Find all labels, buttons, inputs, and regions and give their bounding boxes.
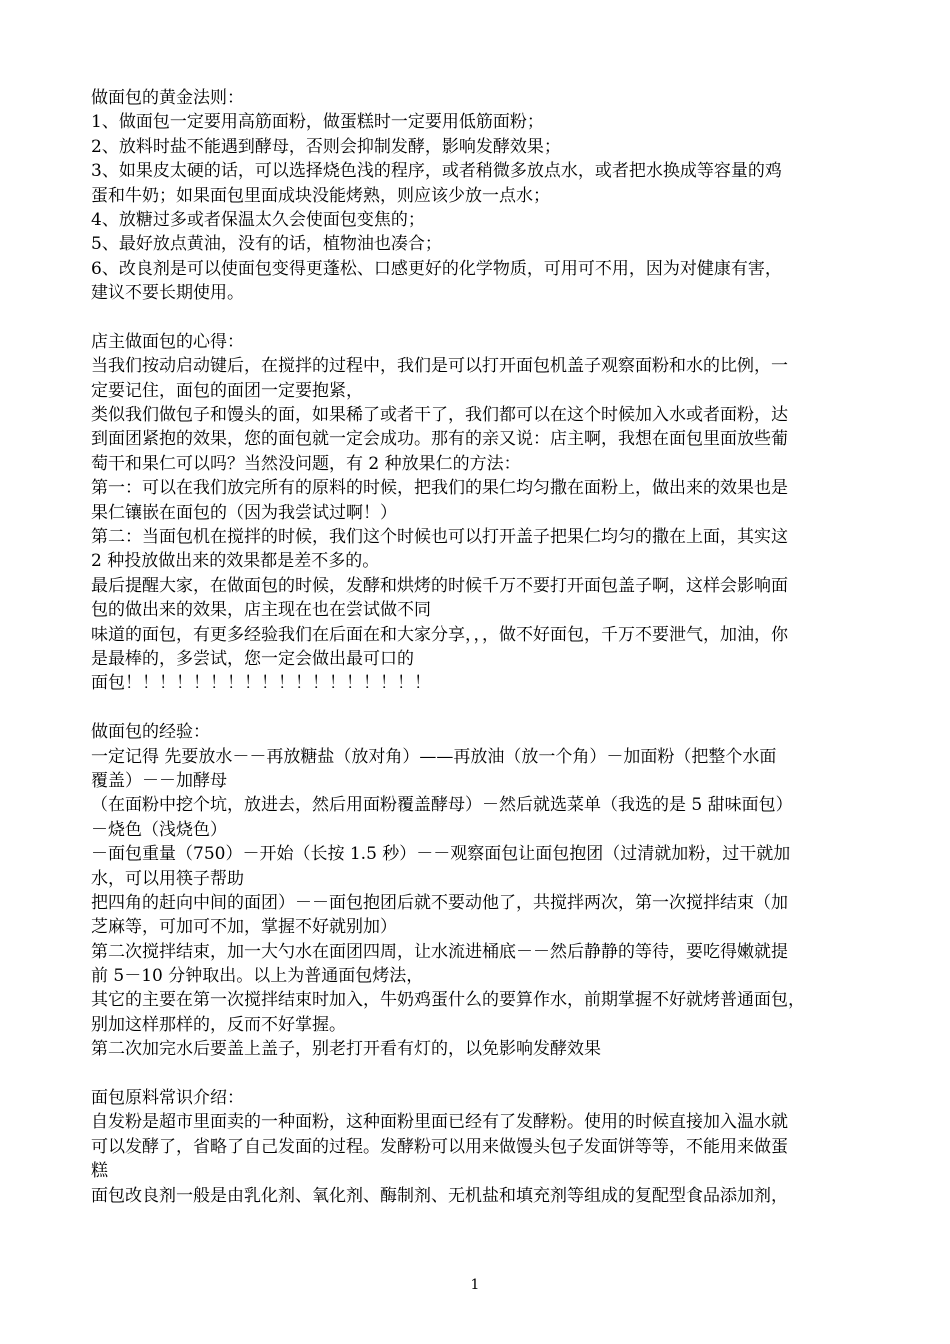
text-line: 到面团紧抱的效果，您的面包就一定会成功。那有的亲又说：店主啊，我想在面包里面放些葡 [91, 429, 788, 450]
section-heading: 面包原料常识介绍： [91, 1088, 244, 1109]
text-line: 自发粉是超市里面卖的一种面粉，这种面粉里面已经有了发酵粉。使用的时候直接加入温水就 [91, 1112, 788, 1133]
text-line: 包的做出来的效果，店主现在也在尝试做不同 [91, 600, 431, 621]
text-line: 2、放料时盐不能遇到酵母，否则会抑制发酵，影响发酵效果； [91, 136, 561, 157]
text-line: 面包改良剂一般是由乳化剂、氧化剂、酶制剂、无机盐和填充剂等组成的复配型食品添加剂， [91, 1185, 788, 1206]
section-heading: 店主做面包的心得： [91, 331, 244, 352]
document-section [91, 330, 871, 696]
text-line: 别加这样那样的，反而不好掌握。 [91, 1014, 346, 1035]
text-line: 5、最好放点黄油，没有的话，植物油也凑合； [91, 234, 442, 255]
text-line: 4、放糖过多或者保温太久会使面包变焦的； [91, 209, 425, 230]
text-line: 第二：当面包机在搅拌的时候，我们这个时候也可以打开盖子把果仁均匀的撒在上面，其实这 [91, 527, 788, 548]
text-line: 第一：可以在我们放完所有的原料的时候，把我们的果仁均匀撒在面粉上，做出来的效果也是 [91, 478, 788, 499]
text-line: 其它的主要在第一次搅拌结束时加入，牛奶鸡蛋什么的要算作水，前期掌握不好就烤普通面包， [91, 990, 805, 1011]
document-section [91, 1086, 871, 1208]
section-heading: 做面包的经验： [91, 722, 210, 743]
text-line: 覆盖）－－加酵母 [91, 770, 227, 791]
text-line: 2 种投放做出来的效果都是差不多的。 [91, 551, 380, 572]
document-section [91, 86, 871, 306]
text-line: 一定记得 先要放水－－再放糖盐（放对角）——再放油（放一个角）－加面粉（把整个水面 [91, 746, 777, 767]
text-line: 1、做面包一定要用高筋面粉，做蛋糕时一定要用低筋面粉； [91, 112, 544, 133]
section-heading: 做面包的黄金法则： [91, 88, 244, 108]
text-line: 面包！！！！！！！！！！！！！！！！！！ [91, 673, 431, 694]
text-line: 果仁镶嵌在面包的（因为我尝试过啊！） [91, 502, 397, 523]
text-line: －烧色（浅烧色） [91, 819, 227, 840]
text-line: 第二次搅拌结束，加一大勺水在面团四周，让水流进桶底－－然后静静的等待，要吃得嫩就提 [91, 941, 788, 962]
document-section [91, 720, 871, 1061]
text-line: 是最棒的，多尝试，您一定会做出最可口的 [91, 648, 414, 669]
text-line: 当我们按动启动键后，在搅拌的过程中，我们是可以打开面包机盖子观察面粉和水的比例，一 [91, 356, 788, 377]
text-line: －面包重量（750）－开始（长按 1.5 秒）－－观察面包让面包抱团（过清就加粉，过干就加 [91, 844, 791, 865]
text-line: 建议不要长期使用。 [91, 283, 244, 304]
text-line: 萄干和果仁可以吗？当然没问题，有 2 种放果仁的方法： [91, 453, 521, 474]
text-line: 糕 [91, 1161, 108, 1182]
text-line: 类似我们做包子和馒头的面，如果稀了或者干了，我们都可以在这个时候加入水或者面粉，达 [91, 405, 788, 426]
text-line: 最后提醒大家，在做面包的时候，发酵和烘烤的时候千万不要打开面包盖子啊，这样会影响面 [91, 575, 788, 596]
text-line: 第二次加完水后要盖上盖子，别老打开看有灯的，以免影响发酵效果 [91, 1039, 601, 1060]
text-line: 前 5－10 分钟取出。以上为普通面包烤法， [91, 966, 424, 987]
document-body [91, 86, 871, 1208]
text-line: （在面粉中挖个坑，放进去，然后用面粉覆盖酵母）－然后就选菜单（我选的是 5 甜味面包） [91, 795, 793, 816]
text-line: 味道的面包，有更多经验我们在后面在和大家分享，，，做不好面包，千万不要泄气，加油，你 [91, 624, 788, 645]
text-line: 6、改良剂是可以使面包变得更蓬松、口感更好的化学物质，可用可不用，因为对健康有害， [91, 258, 782, 279]
text-line: 3、如果皮太硬的话，可以选择烧色浅的程序，或者稍微多放点水，或者把水换成等容量的鸡 [91, 161, 782, 182]
text-line: 芝麻等，可加可不加，掌握不好就别加） [91, 917, 397, 938]
text-line: 定要记住，面包的面团一定要抱紧， [91, 380, 363, 401]
text-line: 可以发酵了，省略了自己发面的过程。发酵粉可以用来做馒头包子发面饼等等，不能用来做蛋 [91, 1136, 788, 1157]
text-line: 把四角的赶向中间的面团）－－面包抱团后就不要动他了，共搅拌两次，第一次搅拌结束（加 [91, 892, 788, 913]
text-line: 水，可以用筷子帮助 [91, 868, 244, 889]
text-line: 蛋和牛奶；如果面包里面成块没能烤熟，则应该少放一点水； [91, 185, 550, 206]
page-number: 1 [470, 1277, 480, 1293]
